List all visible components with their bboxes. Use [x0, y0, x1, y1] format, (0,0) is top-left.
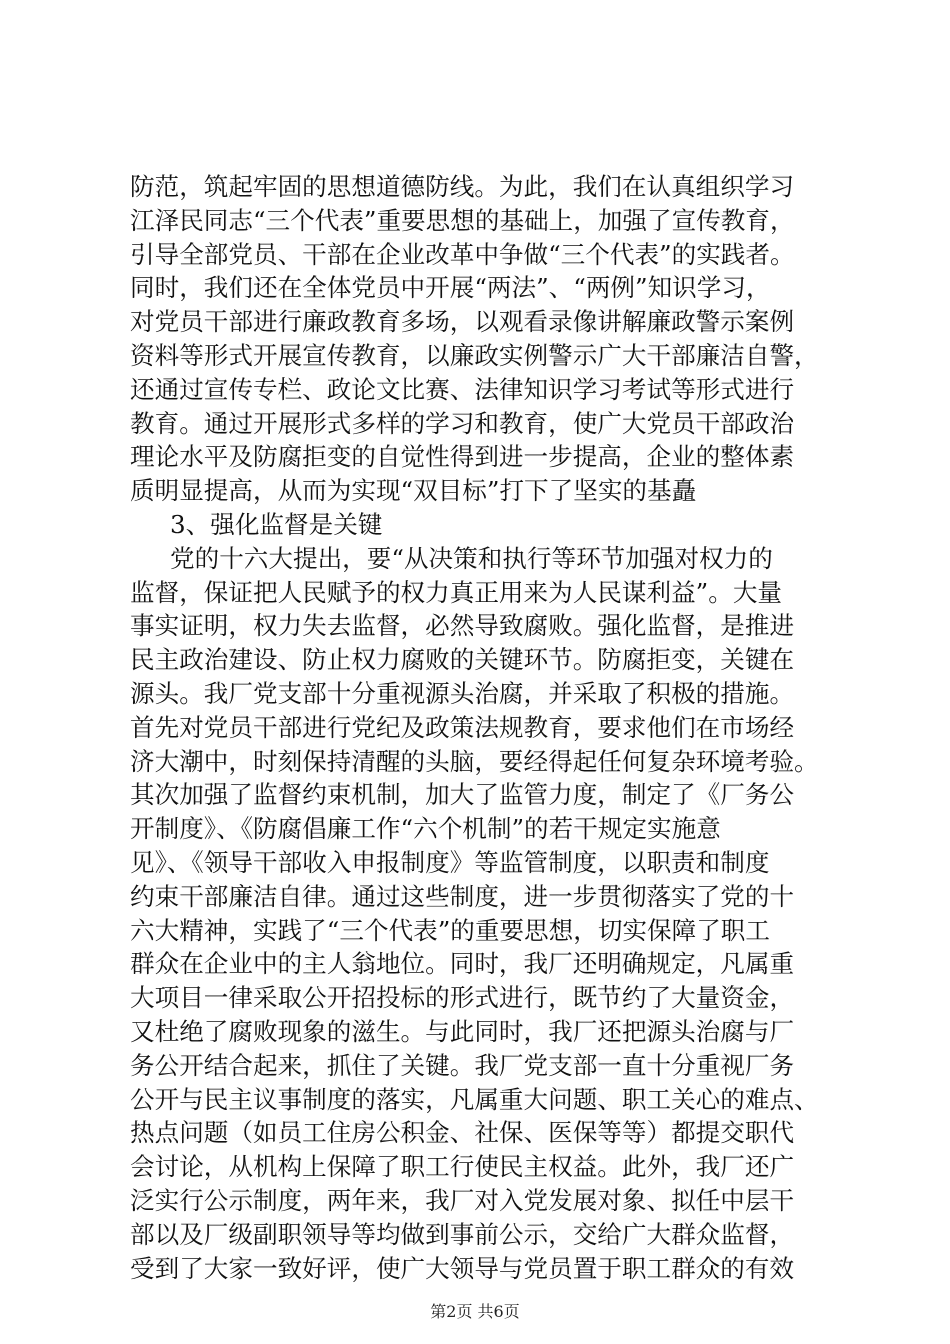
text-line: 对党员干部进行廉政教育多场，以观看录像讲解廉政警示案例 [130, 307, 795, 337]
text-line: 大项目一律采取公开招投标的形式进行，既节约了大量资金， [130, 983, 795, 1013]
text-line: 又杜绝了腐败现象的滋生。与此同时，我厂还把源头治腐与厂 [130, 1016, 795, 1046]
text-line: 3、强化监督是关键 [170, 509, 383, 539]
text-line: 教育。通过开展形式多样的学习和教育，使广大党员干部政治 [130, 408, 795, 438]
text-line: 同时，我们还在全体党员中开展“两法”、“两例”知识学习， [130, 273, 771, 303]
text-line: 理论水平及防腐拒变的自觉性得到进一步提高，企业的整体素 [130, 442, 795, 472]
text-line: 监督，保证把人民赋予的权力真正用来为人民谋利益”。大量 [130, 577, 783, 607]
text-line: 源头。我厂党支部十分重视源头治腐，并采取了积极的措施。 [130, 678, 795, 708]
text-line: 党的十六大提出，要“从决策和执行等环节加强对权力的 [170, 543, 773, 573]
text-line: 事实证明，权力失去监督，必然导致腐败。强化监督，是推进 [130, 611, 795, 641]
text-line: 群众在企业中的主人翁地位。同时，我厂还明确规定，凡属重 [130, 949, 795, 979]
text-line: 其次加强了监督约束机制，加大了监管力度，制定了《厂务公 [130, 780, 795, 810]
text-line: 民主政治建设、防止权力腐败的关键环节。防腐拒变，关键在 [130, 645, 795, 675]
text-line: 公开与民主议事制度的落实，凡属重大问题、职工关心的难点、 [130, 1084, 819, 1114]
text-line: 部以及厂级副职领导等均做到事前公示，交给广大群众监督， [130, 1219, 795, 1249]
text-line: 见》、《领导干部收入申报制度》等监管制度，以职责和制度 [130, 847, 770, 877]
text-line: 受到了大家一致好评，使广大领导与党员置于职工群众的有效 [130, 1253, 795, 1283]
text-line: 资料等形式开展宣传教育，以廉政实例警示广大干部廉洁自警， [130, 340, 819, 370]
text-line: 务公开结合起来，抓住了关键。我厂党支部一直十分重视厂务 [130, 1050, 795, 1080]
text-line: 引导全部党员、干部在企业改革中争做“三个代表”的实践者。 [130, 239, 795, 269]
text-line: 泛实行公示制度，两年来，我厂对入党发展对象、拟任中层干 [130, 1185, 795, 1215]
page-footer: 第2页 共6页 [430, 1302, 520, 1321]
text-line: 六大精神，实践了“三个代表”的重要思想，切实保障了职工 [130, 915, 770, 945]
text-line: 约束干部廉洁自律。通过这些制度，进一步贯彻落实了党的十 [130, 881, 795, 911]
text-line: 还通过宣传专栏、政论文比赛、法律知识学习考试等形式进行 [130, 374, 795, 404]
text-line: 首先对党员干部进行党纪及政策法规教育，要求他们在市场经 [130, 712, 795, 742]
text-line: 防范，筑起牢固的思想道德防线。为此，我们在认真组织学习 [130, 172, 795, 201]
text-line: 会讨论，从机构上保障了职工行使民主权益。此外，我厂还广 [130, 1152, 795, 1182]
document-body [130, 170, 830, 1285]
text-line: 江泽民同志“三个代表”重要思想的基础上，加强了宣传教育， [130, 205, 795, 235]
text-line: 济大潮中，时刻保持清醒的头脑，要经得起任何复杂环境考验。 [130, 746, 819, 776]
text-line: 开制度》、《防腐倡廉工作“六个机制”的若干规定实施意 [130, 814, 721, 844]
text-line: 热点问题（如员工住房公积金、社保、医保等等）都提交职代 [130, 1118, 795, 1148]
text-line: 质明显提高，从而为实现“双目标”打下了坚实的基矗 [130, 476, 697, 506]
